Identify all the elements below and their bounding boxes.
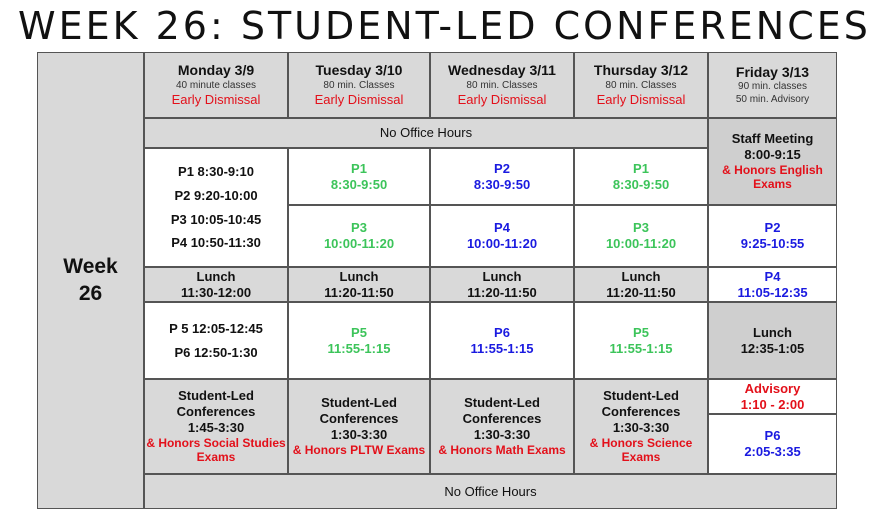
conference-label: Student-Led [464, 395, 540, 411]
day-class-length: 80 min. Classes [466, 79, 538, 91]
thursday-lunch [574, 267, 708, 302]
period-label: P2 [494, 160, 510, 176]
period-label: P3 [351, 220, 367, 236]
thursday-period-b [574, 205, 708, 267]
period-label: P4 [764, 268, 781, 284]
day-class-length: 90 min. classes [738, 81, 807, 93]
period-row: P3 10:05-10:45 [170, 211, 262, 227]
exam-note-2: Exams [753, 177, 792, 192]
day-name: Tuesday 3/10 [315, 62, 403, 79]
lunch-label: Lunch [621, 268, 661, 284]
staff-meeting-time: 8:00-9:15 [744, 146, 801, 162]
week-number: 26 [78, 281, 103, 305]
friday-period-4 [708, 267, 837, 302]
lunch-label: Lunch [196, 268, 236, 284]
advisory-time: 1:10 - 2:00 [740, 396, 805, 412]
conference-label: Student-Led [178, 388, 254, 404]
period-row: P2 9:20-10:00 [174, 187, 258, 203]
monday-conferences [144, 379, 288, 474]
period-label: P6 [764, 428, 781, 444]
header-friday [708, 52, 837, 118]
header-thursday [574, 52, 708, 118]
staff-meeting-label: Staff Meeting [731, 131, 814, 147]
period-time: 11:55-1:15 [470, 340, 534, 356]
wednesday-period-b [430, 205, 574, 267]
exam-note-2: Exams [621, 450, 661, 465]
period-row: P6 12:50-1:30 [174, 344, 258, 360]
day-note: Early Dismissal [457, 91, 547, 107]
lunch-label: Lunch [339, 268, 379, 284]
thursday-period-c [574, 302, 708, 379]
tuesday-period-a [288, 148, 430, 205]
period-time: 8:30-9:50 [330, 176, 388, 192]
conference-time: 1:30-3:30 [612, 419, 670, 435]
thursday-period-a [574, 148, 708, 205]
day-name: Monday 3/9 [177, 62, 255, 79]
period-label: P2 [764, 220, 781, 236]
day-note: Early Dismissal [596, 91, 686, 107]
office-hours-top [144, 118, 708, 148]
friday-staff-meeting [708, 118, 837, 205]
conference-label: Student-Led [321, 395, 397, 411]
wednesday-lunch [430, 267, 574, 302]
period-time: 11:55-1:15 [327, 340, 391, 356]
tuesday-conferences [288, 379, 430, 474]
lunch-label: Lunch [482, 268, 522, 284]
week-label: Week [63, 255, 118, 279]
week-label-cell [37, 52, 144, 509]
tuesday-period-c [288, 302, 430, 379]
monday-afternoon-periods [144, 302, 288, 379]
day-advisory-length: 50 min. Advisory [735, 93, 810, 105]
office-hours-bottom [144, 474, 837, 509]
advisory-label: Advisory [744, 380, 801, 396]
schedule-table [37, 52, 837, 509]
day-name: Friday 3/13 [735, 64, 810, 81]
conference-time: 1:30-3:30 [473, 427, 531, 443]
wednesday-period-a [430, 148, 574, 205]
day-class-length: 80 min. Classes [323, 79, 395, 91]
page-title: WEEK 26: STUDENT-LED CONFERENCES [18, 4, 871, 48]
friday-period-6 [708, 414, 837, 474]
period-time: 9:25-10:55 [740, 236, 805, 251]
conference-time: 1:30-3:30 [330, 427, 388, 443]
lunch-time: 11:30-12:00 [180, 284, 252, 300]
exam-note: & Honors Math Exams [438, 442, 566, 457]
period-row: P 5 12:05-12:45 [169, 320, 263, 336]
period-label: P5 [351, 324, 367, 340]
conference-label-2: Conferences [176, 403, 256, 419]
period-time: 11:05-12:35 [737, 284, 808, 300]
period-label: P1 [633, 160, 649, 176]
period-time: 8:30-9:50 [473, 176, 531, 192]
monday-morning-periods [144, 148, 288, 267]
period-time: 2:05-3:35 [744, 444, 801, 459]
tuesday-lunch [288, 267, 430, 302]
day-name: Wednesday 3/11 [448, 62, 556, 79]
period-time: 8:30-9:50 [612, 176, 670, 192]
conference-label: Student-Led [603, 388, 679, 404]
header-wednesday [430, 52, 574, 118]
period-time: 10:00-11:20 [605, 236, 677, 251]
exam-note: & Honors PLTW Exams [292, 442, 426, 457]
period-time: 11:55-1:15 [609, 340, 673, 356]
thursday-conferences [574, 379, 708, 474]
day-class-length: 40 minute classes [175, 79, 257, 91]
lunch-label: Lunch [753, 324, 792, 340]
exam-note-2: Exams [196, 450, 236, 465]
office-hours-text: No Office Hours [444, 483, 537, 499]
conference-label-2: Conferences [462, 411, 542, 427]
exam-note: & Honors Science [589, 435, 693, 450]
day-note: Early Dismissal [171, 91, 261, 107]
monday-lunch [144, 267, 288, 302]
exam-note: & Honors Social Studies [146, 435, 286, 450]
office-hours-text: No Office Hours [379, 125, 473, 141]
friday-period-2 [708, 205, 837, 267]
period-time: 10:00-11:20 [466, 236, 538, 251]
header-tuesday [288, 52, 430, 118]
period-row: P1 8:30-9:10 [178, 163, 254, 179]
lunch-time: 11:20-11:50 [606, 284, 676, 300]
friday-advisory [708, 379, 837, 414]
period-label: P3 [633, 220, 649, 236]
exam-note: & Honors English [722, 162, 823, 177]
wednesday-conferences [430, 379, 574, 474]
lunch-time: 12:35-1:05 [740, 340, 805, 356]
header-monday [144, 52, 288, 118]
period-label: P4 [494, 220, 510, 236]
period-row: P4 10:50-11:30 [171, 235, 261, 251]
lunch-time: 11:20-11:50 [324, 284, 394, 300]
period-label: P6 [494, 324, 510, 340]
period-time: 10:00-11:20 [323, 236, 395, 251]
day-note: Early Dismissal [314, 91, 404, 107]
period-label: P1 [351, 160, 367, 176]
wednesday-period-c [430, 302, 574, 379]
day-class-length: 80 min. Classes [605, 79, 677, 91]
conference-label-2: Conferences [319, 411, 399, 427]
period-label: P5 [633, 324, 649, 340]
conference-time: 1:45-3:30 [187, 419, 245, 435]
tuesday-period-b [288, 205, 430, 267]
day-name: Thursday 3/12 [593, 62, 689, 79]
conference-label-2: Conferences [601, 403, 681, 419]
lunch-time: 11:20-11:50 [467, 284, 537, 300]
friday-lunch [708, 302, 837, 379]
